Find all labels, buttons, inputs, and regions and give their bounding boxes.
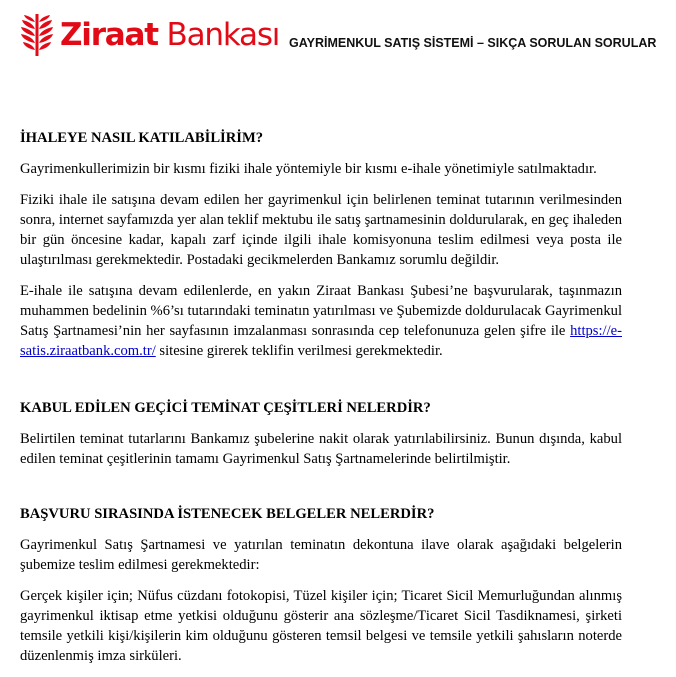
paragraph: Gerçek kişiler için; Nüfus cüzdanı fotokopisi, Tüzel kişiler için; Ticaret Sicil Memurluğundan alınmış gayrimenkul iktisap etme yetkisi olduğunu gösterir ana sözleşme/Ticaret Sicil Tasdiknamesi, şirketi temsile yetkili kişi/kişilerin kim olduğunu gösteren temsil belgesi ve temsile yetkili şahısların noterde düzenlenmiş imza sirküleri. xyxy=(20,588,622,664)
logo-light-text: Bankası xyxy=(157,17,280,53)
section-heading: İHALEYE NASIL KATILABİLİRİM? xyxy=(20,130,264,146)
bank-logo-text xyxy=(60,18,279,52)
paragraph: Gayrimenkullerimizin bir kısmı fiziki ihale yöntemiyle bir kısmı e-ihale yönetimiyle satılmaktadır. xyxy=(20,161,597,177)
paragraph: Fiziki ihale ile satışına devam edilen her gayrimenkul için belirlenen teminat tutarının verilmesinden sonra, internet sayfamızda yer alan teklif mektubu ile satış şartnamesinin doldurularak, en geç ihaleden bir gün öncesine kadar, kapalı zarf içinde ilgili ihale komisyonuna teslim edilmesi veya posta ile ulaştırılması gerekmektedir. Postadaki gecikmelerden Bankamız sorumlu değildir. xyxy=(20,192,622,268)
paragraph-text: E-ihale ile satışına devam edilenlerde, en yakın Ziraat Bankası Şubesi’ne başvurularak, taşınmazın muhammen bedelinin %6’sı tutarındaki teminatın yatırılması ve Şubemizde doldurulacak Gayrimenkul Satış Şartnamesi’nin her sayfasının imzalanması sonrasında cep telefonunuza gelen şifre ile xyxy=(20,283,622,339)
wheat-logo-icon xyxy=(20,14,54,56)
paragraph: Belirtilen teminat tutarlarını Bankamız şubelerine nakit olarak yatırılabilirsiniz. Bunun dışında, kabul edilen teminat çeşitlerinin tamamı Gayrimenkul Satış Şartnamelerinde belirtilmiştir. xyxy=(20,431,622,467)
logo-bold-text: Ziraat xyxy=(60,17,158,53)
paragraph-text: sitesine girerek teklifin verilmesi gerekmektedir. xyxy=(155,343,443,359)
e-satis-link[interactable]: https://e-satis.ziraatbank.com.tr/ xyxy=(20,323,622,359)
section-heading: BAŞVURU SIRASINDA İSTENECEK BELGELER NELERDİR? xyxy=(20,506,435,522)
paragraph xyxy=(20,281,622,361)
faq-content xyxy=(20,128,622,677)
section-heading: KABUL EDİLEN GEÇİCİ TEMİNAT ÇEŞİTLERİ NELERDİR? xyxy=(20,400,431,416)
document-title: GAYRİMENKUL SATIŞ SİSTEMİ – SIKÇA SORULAN SORULAR xyxy=(289,36,657,50)
page-header xyxy=(0,0,676,80)
paragraph: Gayrimenkul Satış Şartnamesi ve yatırılan teminatın dekontuna ilave olarak aşağıdaki belgelerin şubemize teslim edilmesi gerekmektedir: xyxy=(20,537,622,573)
